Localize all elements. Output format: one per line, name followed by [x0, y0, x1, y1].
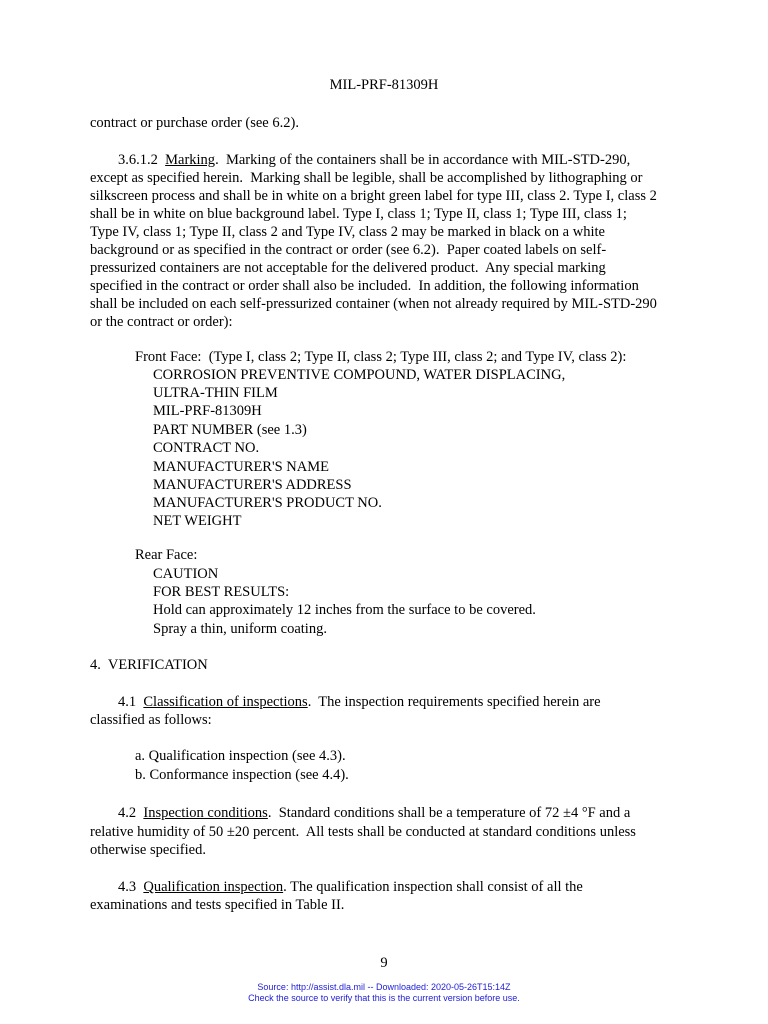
marking-number: 3.6.1.2 [118, 152, 158, 168]
page-number: 9 [380, 955, 388, 971]
marking-title: Marking [165, 152, 216, 168]
section-4-3-line-2: examinations and tests specified in Table II. [90, 897, 345, 913]
section-4-1-line-2: classified as follows: [90, 712, 212, 728]
rear-face-item: Spray a thin, uniform coating. [153, 621, 327, 637]
marking-first-line: 3.6.1.2 Marking. Marking of the containers shall be in accordance with MIL-STD-290, [118, 152, 631, 168]
section-4-1-title: Classification of inspections [143, 694, 308, 710]
marking-line-3: silkscreen process and shall be in white on a bright green label for type III, class 2. Type I, class 2 [90, 188, 657, 204]
front-face-heading: Front Face: (Type I, class 2; Type II, class 2; Type III, class 2; and Type IV, class 2): [135, 349, 627, 365]
rear-face-heading: Rear Face: [135, 547, 198, 563]
front-face-item: MANUFACTURER'S NAME [153, 459, 329, 475]
marking-line-9: shall be included on each self-pressurized container (when not already required by MIL-STD-290 [90, 296, 657, 312]
list-item: b. Conformance inspection (see 4.4). [135, 767, 349, 783]
marking-line-8: specified in the contract or order shall also be included. In addition, the following information [90, 278, 639, 294]
front-face-item: CONTRACT NO. [153, 440, 260, 456]
marking-line-1: Marking of the containers shall be in accordance with MIL-STD-290, [225, 152, 631, 168]
section-heading-verification: 4. VERIFICATION [90, 657, 208, 673]
marking-line-10: or the contract or order): [90, 314, 233, 330]
marking-line-6: background or as specified in the contract or order (see 6.2). Paper coated labels on self- [90, 242, 607, 258]
section-4-2-number: 4.2 [118, 805, 137, 821]
marking-line-4: shall be in white on blue background label. Type I, class 1; Type II, class 1; Type III, class 1; [90, 206, 627, 222]
section-4-3-number: 4.3 [118, 879, 137, 895]
section-4-3-first-line [118, 878, 583, 897]
front-face-item: ULTRA-THIN FILM [153, 385, 278, 401]
section-4-2-text: . Standard conditions shall be a temperature of 72 ±4 °F and a [267, 805, 631, 821]
marking-line-7: pressurized containers are not acceptable for the delivered product. Any special marking [90, 260, 606, 276]
rear-face-item: FOR BEST RESULTS: [153, 584, 290, 600]
source-footer-line-1: Source: http://assist.dla.mil -- Downloaded: 2020-05-26T15:14Z [257, 982, 511, 992]
rear-face-item: Hold can approximately 12 inches from the surface to be covered. [153, 602, 536, 618]
section-4-2-line-2: relative humidity of 50 ±20 percent. All tests shall be conducted at standard conditions unless [90, 824, 636, 840]
front-face-item: MANUFACTURER'S ADDRESS [153, 477, 352, 493]
list-item: a. Qualification inspection (see 4.3). [135, 748, 346, 764]
section-4-1-number: 4.1 [118, 694, 137, 710]
section-4-1-first-line [118, 693, 601, 712]
front-face-item: NET WEIGHT [153, 513, 242, 529]
source-footer-line-2: Check the source to verify that this is the current version before use. [248, 993, 520, 1003]
section-4-3-text: . The qualification inspection shall consist of all the [283, 879, 583, 895]
section-4-1-text: . The inspection requirements specified herein are [307, 694, 601, 710]
front-face-item: MIL-PRF-81309H [153, 403, 262, 419]
marking-line-2: except as specified herein. Marking shall be legible, shall be accomplished by lithographing or [90, 170, 643, 186]
section-4-2-line-3: otherwise specified. [90, 842, 206, 858]
section-4-2-first-line [118, 804, 630, 823]
section-4-3-title: Qualification inspection [143, 879, 284, 895]
marking-line-5: Type IV, class 1; Type II, class 2 and Type IV, class 2 may be marked in black on a white [90, 224, 605, 240]
section-4-2-title: Inspection conditions [143, 805, 268, 821]
page-header: MIL-PRF-81309H [329, 77, 439, 93]
front-face-item: CORROSION PREVENTIVE COMPOUND, WATER DISPLACING, [153, 367, 566, 383]
continuation-text: contract or purchase order (see 6.2). [90, 115, 299, 131]
rear-face-item: CAUTION [153, 566, 219, 582]
front-face-item: PART NUMBER (see 1.3) [153, 422, 307, 438]
front-face-item: MANUFACTURER'S PRODUCT NO. [153, 495, 382, 511]
